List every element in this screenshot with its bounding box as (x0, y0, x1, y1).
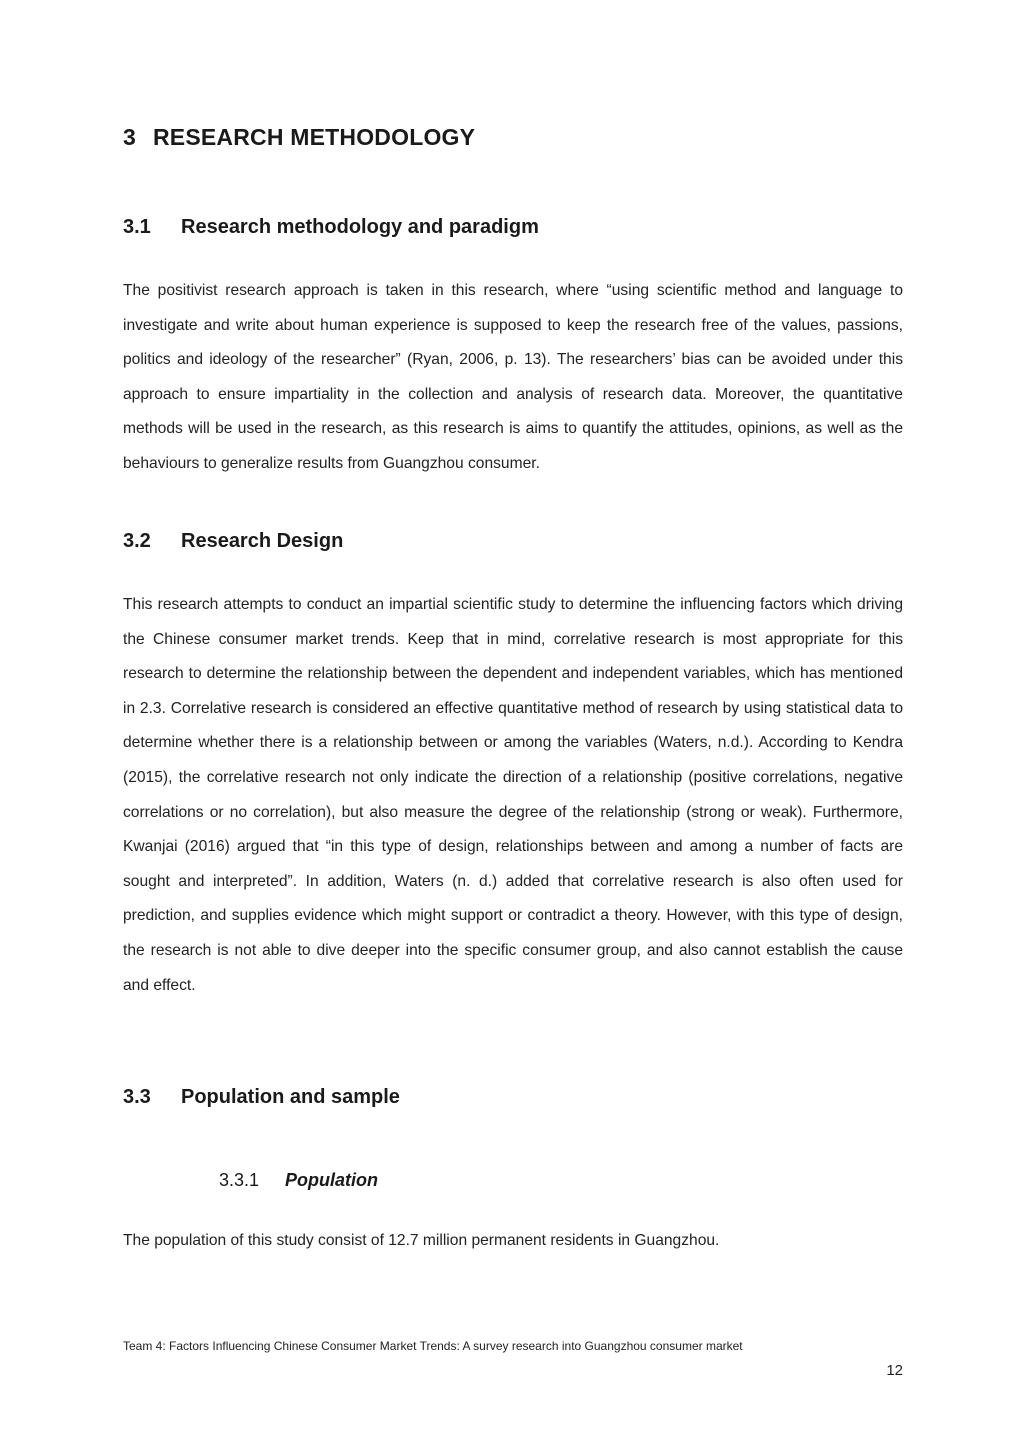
chapter-heading (123, 124, 475, 151)
subsection-heading-3-3-1 (219, 1170, 378, 1191)
section-heading-3-2 (123, 530, 343, 553)
chapter-number: 3 (123, 124, 136, 150)
section-title: Research methodology and paradigm (181, 216, 539, 238)
section-3-2-paragraph: This research attempts to conduct an impartial scientific study to determine the influencing factors which driving the Chinese consumer market trends. Keep that in mind, correlative research is most appropriate for this research to determine the relationship between the dependent and independent variables, which has mentioned in 2.3. Correlative research is considered an effective quantitative method of research by using statistical data to determine whether there is a relationship between or among the variables (Waters, n.d.). According to Kendra (2015), the correlative research not only indicate the direction of a relationship (positive correlations, negative correlations or no correlation), but also measure the degree of the relationship (strong or weak). Furthermore, Kwanjai (2016) argued that “in this type of design, relationships between and among a number of facts are sought and interpreted”. In addition, Waters (n. d.) added that correlative research is also often used for prediction, and supplies evidence which might support or contradict a theory. However, with this type of design, the research is not able to dive deeper into the specific consumer group, and also cannot establish the cause and effect. (123, 596, 903, 994)
chapter-title: RESEARCH METHODOLOGY (153, 124, 476, 150)
section-3-1-paragraph: The positivist research approach is taken in this research, where “using scientific method and language to investigate and write about human experience is supposed to keep the research free of the values, passions, politics and ideology of the researcher” (Ryan, 2006, p. 13). The researchers’ bias can be avoided under this approach to ensure impartiality in the collection and analysis of research data. Moreover, the quantitative methods will be used in the research, as this research is aims to quantify the attitudes, opinions, as well as the behaviours to generalize results from Guangzhou consumer. (123, 282, 903, 472)
page-number: 12 (886, 1362, 903, 1379)
section-title: Research Design (181, 530, 344, 552)
section-number: 3.2 (123, 530, 151, 552)
section-number: 3.1 (123, 216, 151, 238)
subsection-title: Population (285, 1170, 378, 1190)
section-heading-3-1 (123, 216, 539, 239)
footer-text: Team 4: Factors Influencing Chinese Consumer Market Trends: A survey research into Guangzhou consumer market (123, 1339, 743, 1353)
section-heading-3-3 (123, 1086, 400, 1109)
section-title: Population and sample (181, 1086, 400, 1108)
subsection-number: 3.3.1 (219, 1170, 260, 1190)
section-number: 3.3 (123, 1086, 151, 1108)
subsection-3-3-1-paragraph: The population of this study consist of 12.7 million permanent residents in Guangzhou. (123, 1232, 720, 1249)
